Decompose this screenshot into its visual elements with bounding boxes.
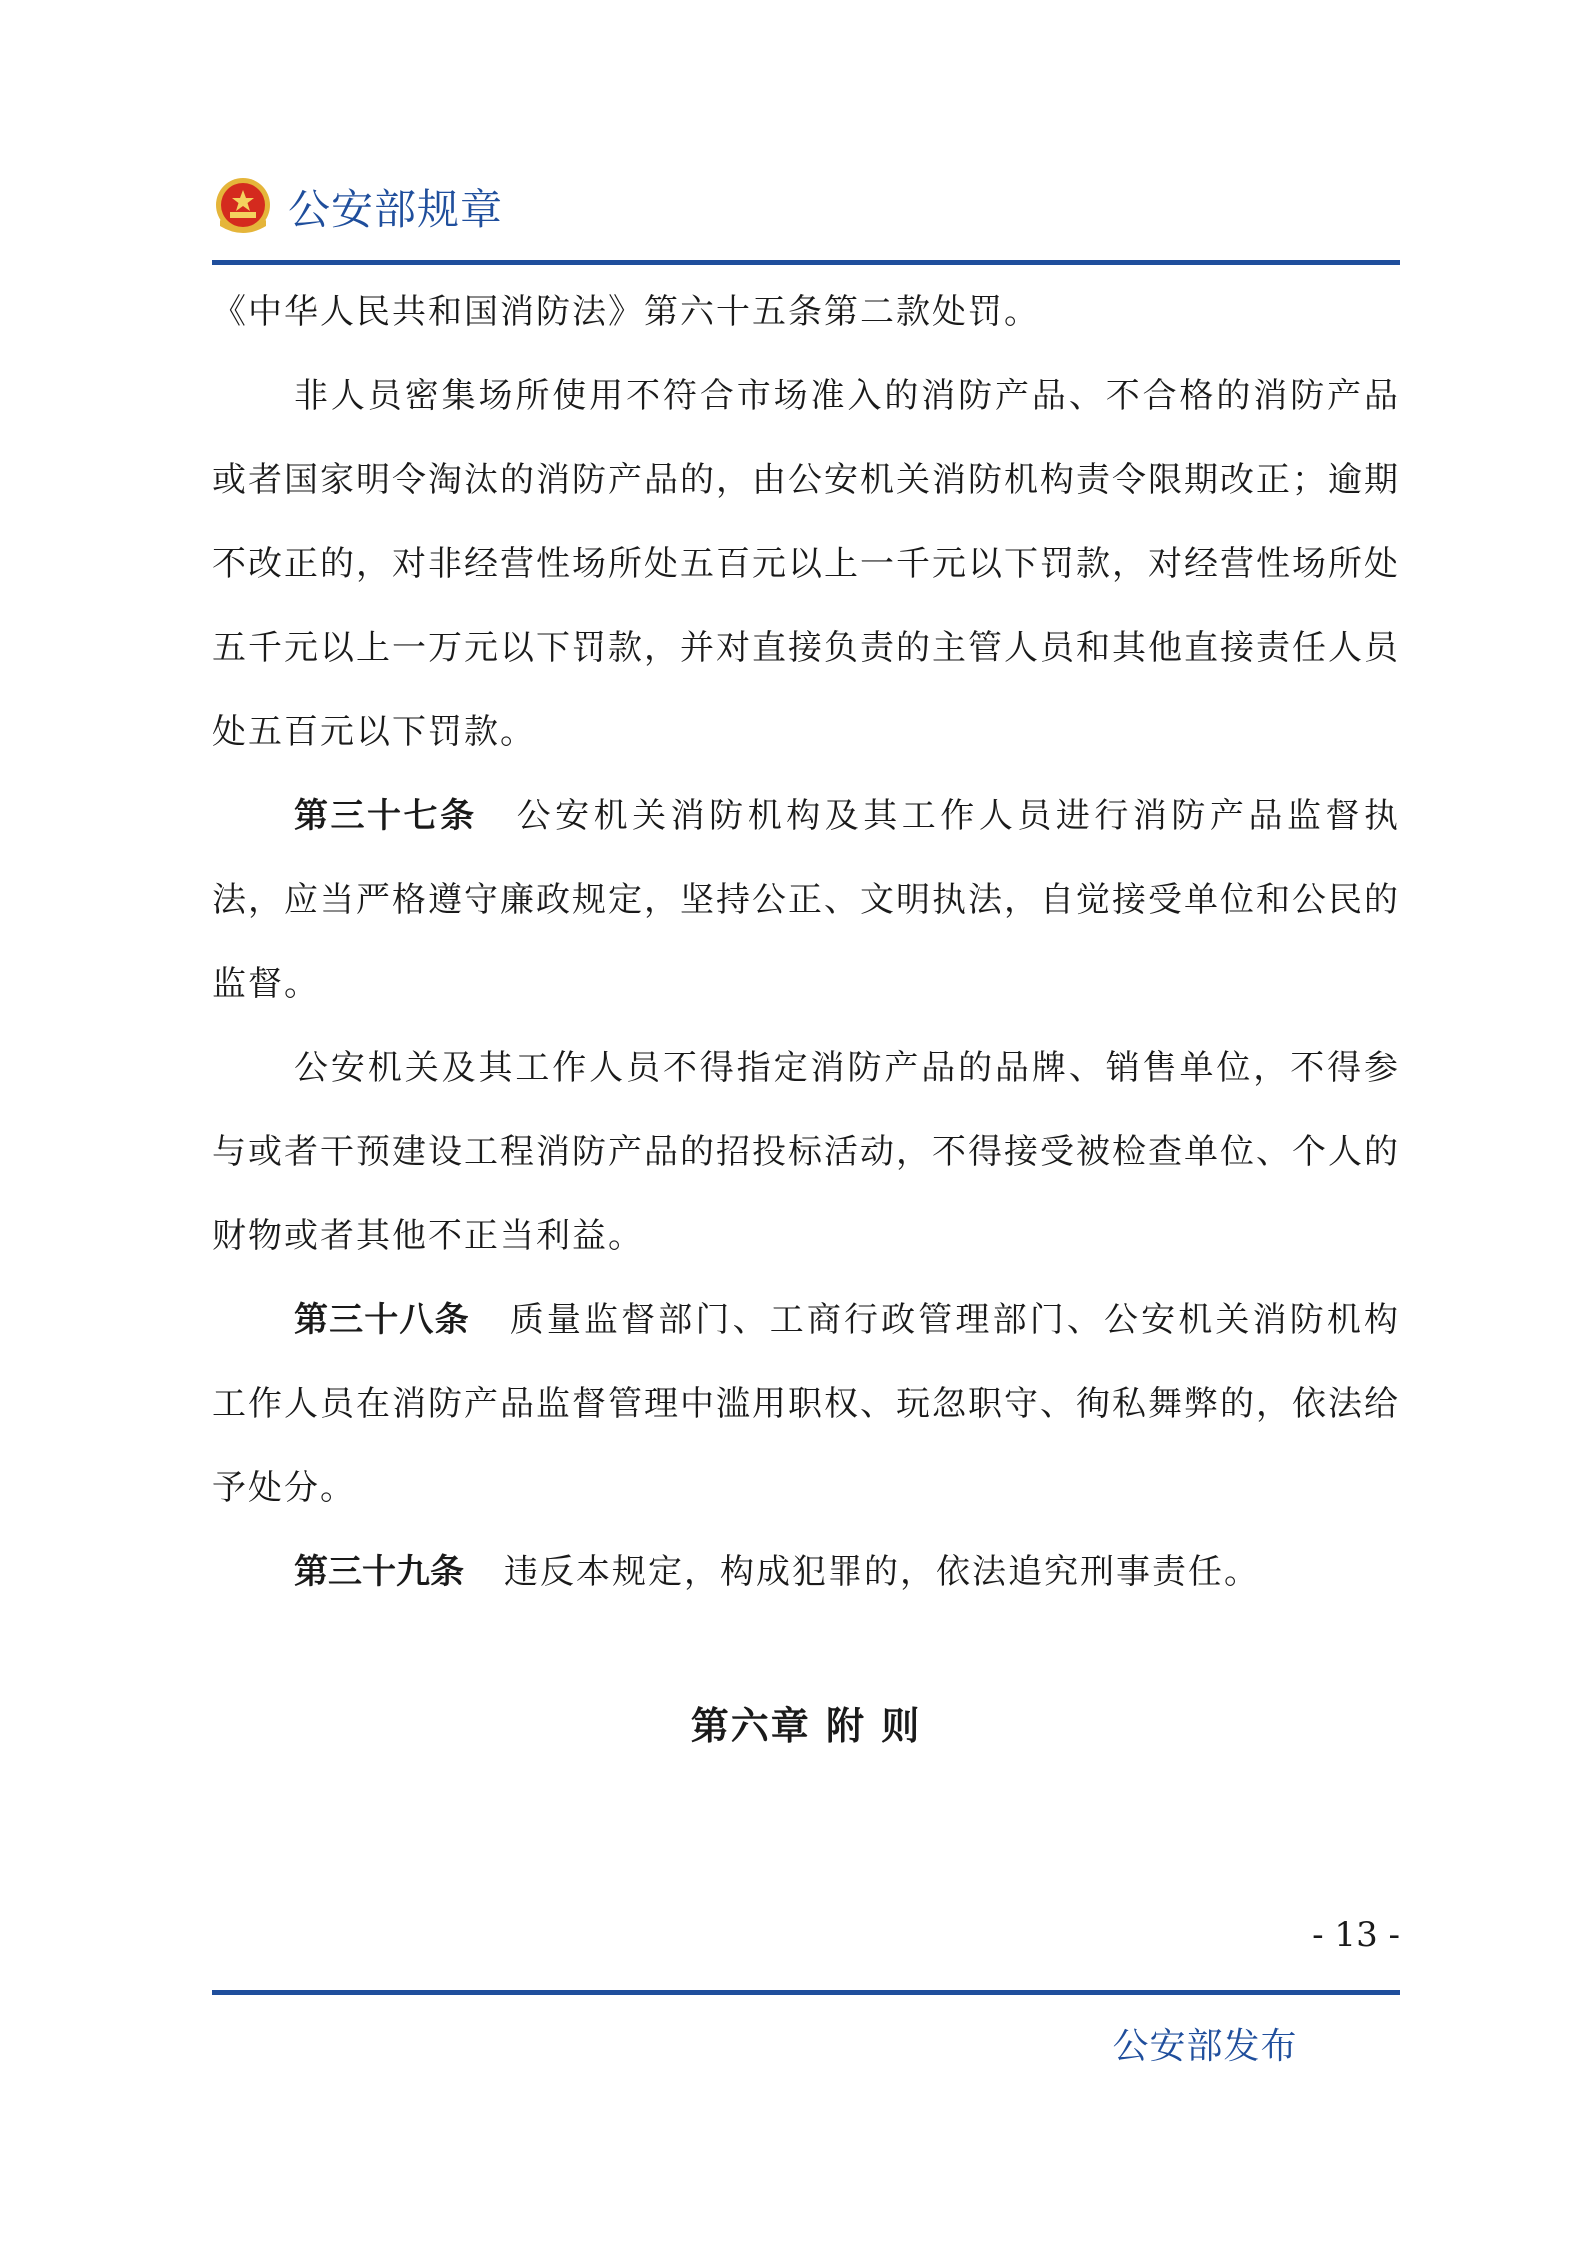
chapter-heading: 第六章 附 则 xyxy=(690,1704,922,1748)
article-text: 质量监督部门、工商行政管理部门、公安机关消防机构工作人员在消防产品监督管理中滥用职权、玩忽职守、徇私舞弊的，依法给予处分。 xyxy=(212,1300,1401,1508)
header-title: 公安部规章 xyxy=(288,185,504,234)
article-text: 违反本规定，构成犯罪的，依法追究刑事责任。 xyxy=(504,1552,1260,1592)
page-number: - 13 - xyxy=(1312,1915,1400,1955)
header-divider xyxy=(212,260,1400,265)
page-header xyxy=(212,172,503,242)
article-number: 第三十八条 xyxy=(294,1300,470,1340)
article-39 xyxy=(212,1530,1400,1614)
article-text: 公安机关消防机构及其工作人员进行消防产品监督执法，应当严格遵守廉政规定，坚持公正、文明执法，自觉接受单位和公民的监督。 xyxy=(212,796,1400,1004)
paragraph: 公安机关及其工作人员不得指定消防产品的品牌、销售单位，不得参与或者干预建设工程消防产品的招投标活动，不得接受被检查单位、个人的财物或者其他不正当利益。 xyxy=(212,1048,1400,1256)
footer-divider xyxy=(212,1990,1400,1995)
footer-publisher: 公安部发布 xyxy=(1112,2026,1298,2067)
article-number: 第三十七条 xyxy=(294,796,477,836)
continuation-paragraph: 《中华人民共和国消防法》第六十五条第二款处罚。 xyxy=(212,292,1040,332)
national-emblem-icon xyxy=(212,176,274,238)
paragraph: 非人员密集场所使用不符合市场准入的消防产品、不合格的消防产品或者国家明令淘汰的消防产品的，由公安机关消防机构责令限期改正；逾期不改正的，对非经营性场所处五百元以上一千元以下罚款，对经营性场所处五千元以上一万元以下罚款，并对直接负责的主管人员和其他直接责任人员处五百元以下罚款。 xyxy=(212,376,1400,752)
article-37 xyxy=(212,774,1400,1026)
document-body xyxy=(212,270,1400,1614)
article-number: 第三十九条 xyxy=(294,1552,464,1592)
article-38 xyxy=(212,1278,1400,1530)
